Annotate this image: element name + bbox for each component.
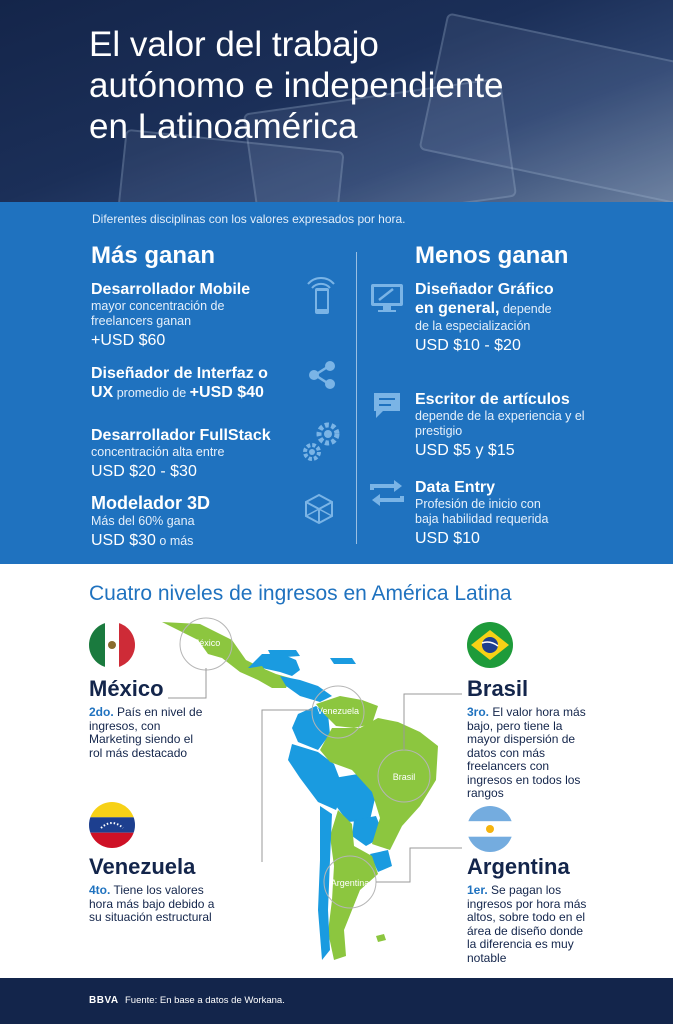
item-title: Diseñador Gráfico [415,281,554,298]
country-brasil-rank: 3ro. [467,705,490,719]
item-title: Desarrollador Mobile [91,281,251,298]
country-venezuela-text: Tiene los valores hora más bajo debido a su situación estructural [89,883,215,924]
map-label-mexico: México [191,638,221,648]
item-price: USD $10 - $20 [415,337,521,354]
country-brasil-desc [467,706,597,801]
item-title: Desarrollador FullStack [91,427,271,444]
item-desc: Más del 60% gana [91,514,195,528]
item-title-line2 [415,299,645,319]
column-divider [356,252,357,544]
map-label-brasil: Brasil [392,772,416,782]
argentina-flag-icon [467,806,513,852]
footer [0,978,673,1024]
item-modelador-3d [91,493,311,551]
item-title: Data Entry [415,479,496,496]
item-disenador-grafico [415,280,645,356]
item-title-general: en general, [415,300,500,317]
country-venezuela-desc [89,884,219,925]
monitor-brush-icon [369,282,405,314]
item-price: USD $10 [415,530,480,547]
item-desc: mayor concentración de freelancers ganan [91,299,225,328]
chat-bubble-icon [371,390,403,420]
country-brasil-text: El valor hora más bajo, pero tiene la mayor dispersión de datos con más freelancers con ingresos en todos los rangos [467,705,586,800]
country-venezuela-rank: 4to. [89,883,111,897]
map-caribbean-island [330,658,356,664]
brasil-flag-icon [467,622,513,668]
country-mexico-text: País en nivel de ingresos, con Marketing siendo el rol más destacado [89,705,203,760]
mobile-phone-icon [304,274,338,316]
country-brasil-name: Brasil [467,676,529,701]
item-title-line2 [91,383,311,403]
mas-ganan-title: Más ganan [91,242,216,269]
country-argentina-text: Se pagan los ingresos por hora más altos, sobre todo en el área de diseño donde la diferencia es muy notable [467,883,587,965]
map-falklands [376,934,386,942]
intro-text: Diferentes disciplinas con los valores expresados por hora. [92,212,406,226]
mexico-flag-icon [89,622,135,668]
item-price: +USD $40 [189,384,264,401]
item-desc: Profesión de inicio con baja habilidad requerida [415,497,549,526]
item-price-line [91,531,311,551]
header-banner [0,0,673,202]
item-inline-desc: promedio de [113,386,190,400]
item-desc: depende de la experiencia y el prestigio [415,409,585,438]
map-caribbean [268,650,300,658]
item-title: Diseñador de Interfaz o [91,365,268,382]
item-desarrollador-mobile [91,280,291,351]
venezuela-flag-icon [89,802,135,848]
country-argentina-rank: 1er. [467,883,488,897]
country-mexico-name: México [89,676,164,701]
share-icon [308,360,336,390]
cube-icon [302,492,336,526]
item-data-entry [415,478,605,549]
item-price: USD $30 [91,532,156,549]
source-text: Fuente: En base a datos de Workana. [125,995,285,1006]
gears-icon [300,418,344,464]
country-argentina-desc [467,884,592,965]
item-desc: de la especialización [415,319,531,333]
item-desc: concentración alta entre [91,445,225,459]
country-argentina-name: Argentina [467,854,570,879]
map-label-argentina: Argentina [330,878,370,888]
country-mexico-desc [89,706,209,760]
map-section-title: Cuatro niveles de ingresos en América Latina [89,582,512,605]
item-price: +USD $60 [91,332,166,349]
item-disenador-ux [91,364,311,403]
disciplines-section [0,202,673,564]
item-title-ux: UX [91,384,114,401]
item-price: USD $20 - $30 [91,463,197,480]
item-title: Escritor de artículos [415,391,570,408]
item-price-suffix: o más [155,534,194,548]
item-desarrollador-fullstack [91,426,311,482]
map-central-america-south [280,676,332,702]
page-title: El valor del trabajo autónomo e independiente en Latinoamérica [89,25,504,146]
item-inline-desc: depende [499,302,552,316]
item-escritor-articulos [415,390,635,461]
country-mexico-rank: 2do. [89,705,114,719]
menos-ganan-title: Menos ganan [415,242,569,269]
bbva-logo: BBVA [89,995,119,1006]
retweet-arrows-icon [368,478,406,508]
item-title: Modelador 3D [91,493,211,513]
country-venezuela-name: Venezuela [89,854,196,879]
item-price: USD $5 y $15 [415,442,515,459]
map-label-venezuela: Venezuela [316,706,360,716]
